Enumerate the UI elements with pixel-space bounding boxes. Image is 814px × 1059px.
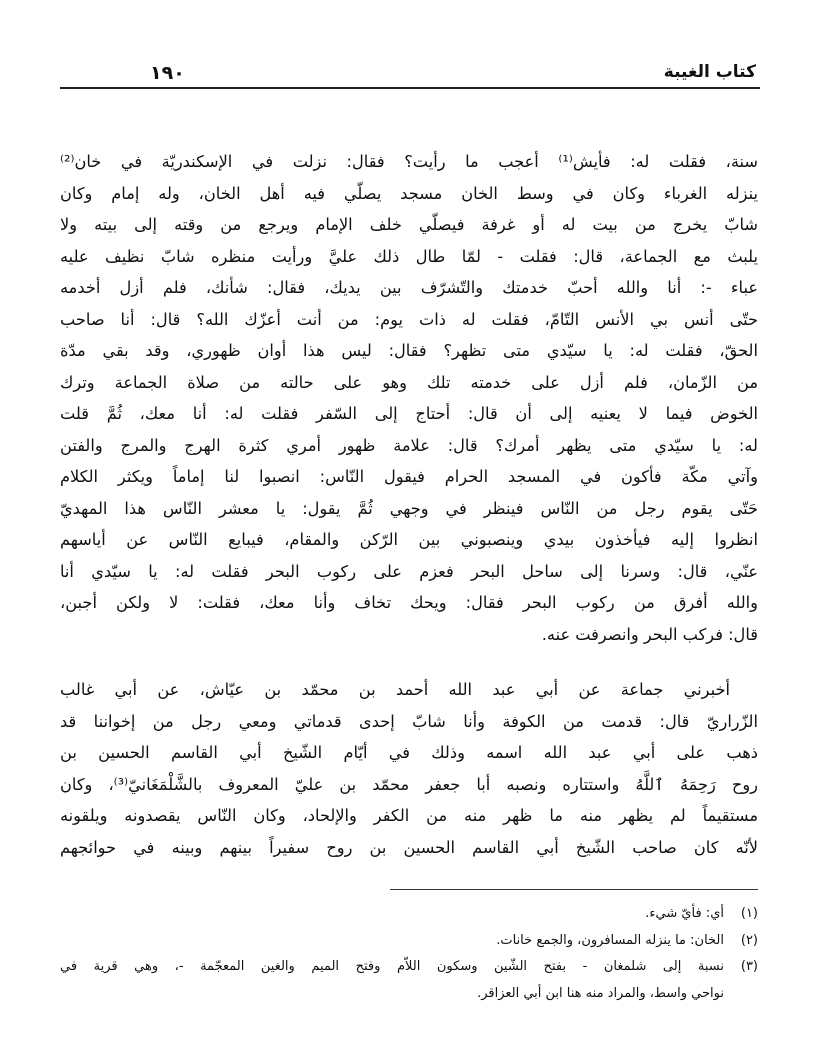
text-line: عباء -: أنا والله أحبّ خدمتك والتّشرّف بين يديك، فقال: شأنك، فلم أزل أخدمه bbox=[60, 278, 758, 297]
text-line: وآتي مكّة فأكون في المسجد الحرام فيقول النّاس: انصبوا لنا إماماً ويكثر الكلام bbox=[60, 467, 758, 486]
footnote-text: نواحي واسط، والمراد منه هنا ابن أبي العزاقر. bbox=[477, 985, 724, 1001]
text-line: الزّراريّ قال: قدمت من الكوفة وأنا شابّ إحدى قدماتي ومعي رجل من إخواننا قد bbox=[60, 711, 758, 731]
footnote-divider bbox=[390, 889, 758, 890]
text-line: حَتّى يقوم رجل من النّاس فينظر في وجهي ثُمَّ يقول: يا معشر النّاس هذا المهديّ bbox=[60, 498, 758, 518]
footnote-2 bbox=[60, 928, 758, 955]
text-line: مستقيماً لم يظهر منه ما ظهر منه من الكفر والإلحاد، وكان النّاس يقصدونه ويلقونه bbox=[60, 806, 758, 825]
footnote-number: (٢) bbox=[740, 932, 758, 948]
text-line: الخوض فيما لا يعنيه إلى أن قال: أحتاج إلى السّفر فقلت له: أنا معك، ثُمَّ قلت bbox=[60, 404, 758, 423]
text-line: شابّ يخرج من بيت له أو غرفة فيصلّي خلف الإمام ويرجع من وقته إلى بيته ولا bbox=[60, 215, 758, 234]
text-line: والله أفرق من ركوب البحر فقال: ويحك تخاف وأنا معك، فقلت: لا ولكن أجبن، bbox=[60, 593, 758, 612]
text-line: عنّي، قال: وسرنا إلى ساحل البحر فعزم على ركوب البحر فقلت له: يا سيّدي أنا bbox=[60, 561, 758, 581]
text-line: الحقّ، فقلت له: يا سيّدي متى تظهر؟ فقال: ليس هذا أوان ظهوري، وقد بقي مدّة bbox=[60, 341, 758, 360]
footnote-text: نسبة إلى شلمغان - بفتح الشّين وسكون اللاّم وفتح الميم والغين المعجّمة -، وهي قرية في bbox=[60, 959, 724, 974]
footnote-number: (٣) bbox=[740, 959, 758, 974]
footnote-3 bbox=[60, 954, 758, 981]
text-line: من الزّمان، فلم أزل على خدمته تلك وهو على حالته من صلاة الجماعة وترك bbox=[60, 372, 758, 392]
text-line: لأنّه كان صاحب الشّيخ أبي القاسم الحسين بن روح سفيراً بينهم وبينه في حوائجهم bbox=[60, 837, 758, 857]
paragraph-1 bbox=[60, 146, 758, 650]
text-line: أخبرني جماعة عن أبي عبد الله أحمد بن محمّد بن عيّاش، عن أبي غالب bbox=[60, 680, 730, 699]
text-line: روح رَحِمَهُ ٱللَّهُ واستتاره ونصبه أبا جعفر محمّد بن عليّ المعروف بالشَّلْمَغَانيّ⁽³⁾، وكان bbox=[60, 774, 758, 794]
text-line: قال: فركب البحر وانصرفت عنه. bbox=[541, 624, 758, 644]
text-line: ذهب على أبي عبد الله اسمه وذلك في أيّام الشّيخ أبي القاسم الحسين بن bbox=[60, 743, 758, 762]
text-line: له: يا سيّدي متى يظهر أمرك؟ قال: علامة ظهور أمري كثرة الهرج والمرج والفتن bbox=[60, 435, 758, 455]
page-number: ١٩٠ bbox=[150, 62, 185, 84]
footnote-text: أي: فأيّ شيء. bbox=[645, 906, 724, 921]
header-divider bbox=[60, 87, 760, 89]
footnote-number: (١) bbox=[740, 906, 758, 921]
footnotes bbox=[60, 901, 758, 1007]
text-line: ينزله الغرباء وكان في وسط الخان مسجد يصلّي فيه أهل الخان، وله إمام وكان bbox=[60, 183, 758, 203]
footnote-3-continued bbox=[60, 981, 758, 1008]
footnote-1 bbox=[60, 901, 758, 928]
text-line: حتّى أنس بي الأنس التّامّ، فقلت له ذات يوم: من أنت أعزّك الله؟ قال: أنا صاحب bbox=[60, 309, 758, 329]
text-line: انظروا إليه فيأخذون بيدي وينصبوني بين الرّكن والمقام، فيبايع النّاس عن أياسهم bbox=[60, 530, 758, 549]
footnote-text: الخان: ما ينزله المسافرون، والجمع خانات. bbox=[496, 932, 724, 948]
running-title: كتاب الغيبة bbox=[663, 62, 756, 82]
text-line: سنة، فقلت له: فأيش⁽¹⁾ أعجب ما رأيت؟ فقال: نزلت في الإسكندريّة في خان⁽²⁾ bbox=[60, 152, 758, 171]
paragraph-2 bbox=[60, 674, 758, 863]
text-line: يلبث مع الجماعة، قال: فقلت - لمّا طال ذلك عليَّ ورأيت منظره شابّ نظيف عليه bbox=[60, 246, 758, 266]
